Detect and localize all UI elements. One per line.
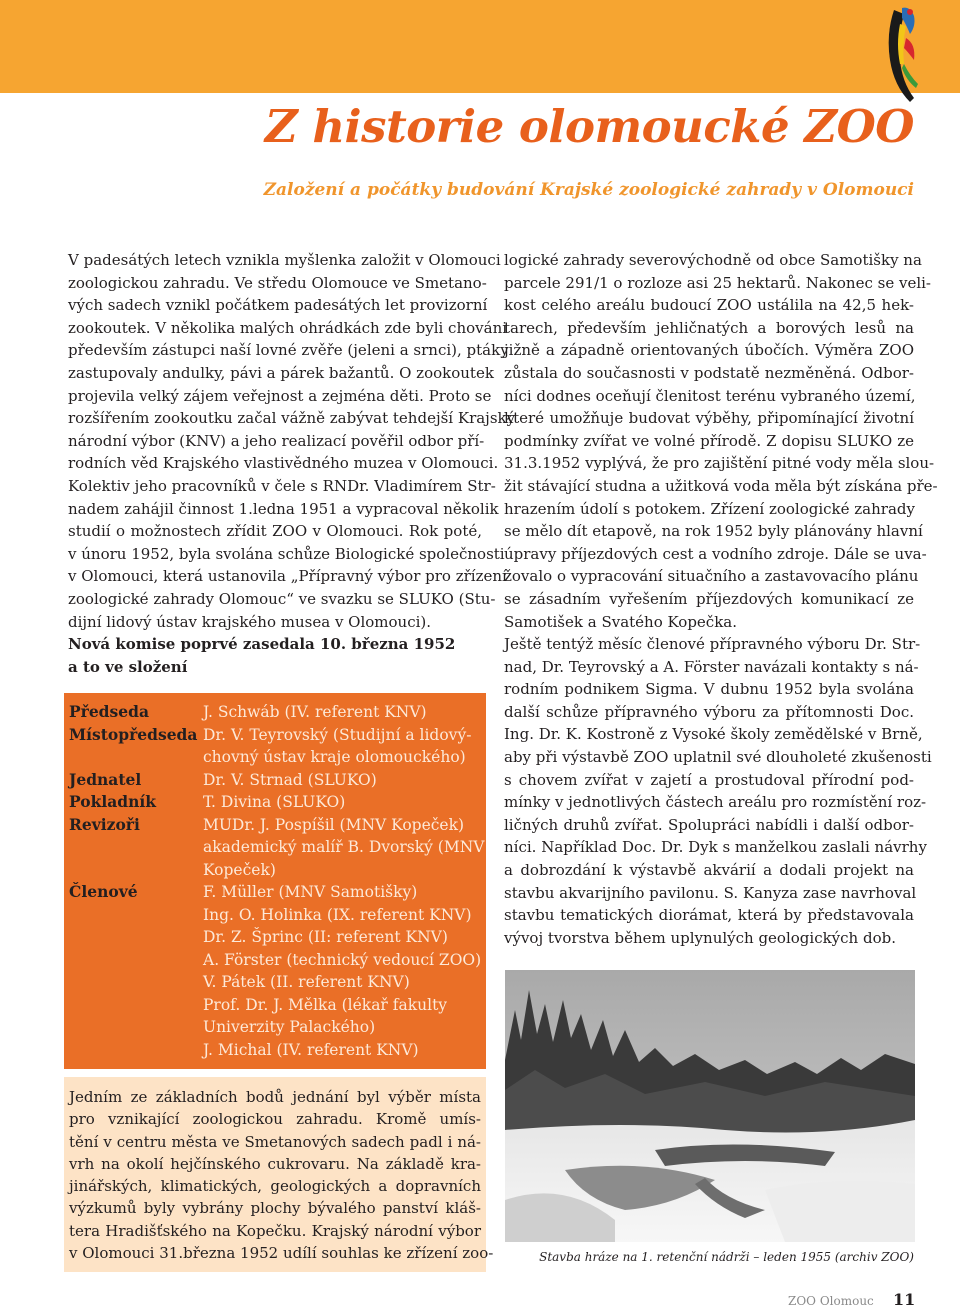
member-row bbox=[69, 881, 481, 1061]
text-line: nad, Dr. Teyrovský a A. Förster navázali kontakty s ná- bbox=[504, 657, 919, 676]
text-line: jižně a západně orientovaných úbočích. Výměra ZOO bbox=[504, 341, 914, 360]
text-line: zastupovaly andulky, pávi a párek bažantů. O zookoutek bbox=[68, 363, 494, 382]
text-line: v únoru 1952, byla svolána schůze Biologické společnosti bbox=[68, 544, 505, 563]
text-line: tarech, především jehličnatých a borových lesů na bbox=[504, 318, 914, 337]
photo-caption: Stavba hráze na 1. retenční nádrži – leden 1955 (archiv ZOO) bbox=[539, 1250, 914, 1264]
archive-photo-dam-construction bbox=[505, 970, 915, 1242]
text-line: zoologickou zahradu. Ve středu Olomouce ve Smetano- bbox=[68, 273, 487, 292]
member-names bbox=[203, 769, 481, 792]
text-line: ličných druhů zvířat. Spolupráci nabídli i další odbor- bbox=[504, 815, 914, 834]
member-names bbox=[203, 724, 481, 769]
site-selection-box bbox=[64, 1077, 494, 1272]
text-line: jinářských, klimatických, geologických a dopravních bbox=[69, 1177, 481, 1196]
member-name-line: J. Michal (IV. referent KNV) bbox=[203, 1040, 419, 1059]
text-line: aby při výstavbě ZOO uplatnil své dlouholeté zkušenosti bbox=[504, 748, 932, 767]
meeting-heading-line: Nová komise poprvé zasedala 10. března 1952 bbox=[68, 635, 456, 654]
member-names bbox=[203, 814, 485, 882]
member-role: Místopředseda bbox=[69, 724, 198, 744]
text-line: mínky v jednotlivých částech areálu pro rozmístění roz- bbox=[504, 793, 927, 812]
text-line: studií o možnostech zřídit ZOO v Olomouci. Rok poté, bbox=[68, 522, 482, 541]
text-line: úpravy příjezdových cest a vodního zdroje. Dále se uva- bbox=[504, 544, 927, 563]
site-selection-text bbox=[69, 1086, 494, 1264]
text-line: 31.3.1952 vyplývá, že pro zajištění pitné vody měla slou- bbox=[504, 454, 935, 473]
member-row bbox=[69, 701, 481, 724]
page-title: Z historie olomoucké ZOO bbox=[264, 100, 914, 153]
member-row bbox=[69, 791, 481, 814]
text-line: parcele 291/1 o rozloze asi 25 hektarů. Nakonec se veli- bbox=[504, 273, 931, 292]
text-line: pro vznikající zoologickou zahradu. Kromě umís- bbox=[69, 1110, 481, 1129]
text-line: logické zahrady severovýchodně od obce Samotišky na bbox=[504, 251, 922, 269]
member-names bbox=[203, 881, 481, 1061]
member-name-line: MUDr. J. Pospíšil (MNV Kopeček) bbox=[203, 815, 465, 834]
text-line: nadem zahájil činnost 1.ledna 1951 a vypracoval několik bbox=[68, 499, 499, 518]
text-line: další schůze přípravného výboru za přítomnosti Doc. bbox=[504, 702, 914, 721]
member-role: Předseda bbox=[69, 702, 149, 721]
text-line: Ještě tentýž měsíc členové přípravného výboru Dr. Str- bbox=[504, 635, 921, 654]
text-line: se zásadním vyřešením příjezdových komunikací ze bbox=[504, 589, 914, 608]
member-role: Revizoři bbox=[69, 814, 140, 834]
text-line: projevila velký zájem veřejnost a zejména děti. Proto se bbox=[68, 386, 492, 405]
text-line: Kolektiv jeho pracovníků v čele s RNDr. Vladimírem Str- bbox=[68, 476, 496, 495]
member-name-line: chovný ústav kraje olomouckého) bbox=[203, 748, 466, 766]
text-line: výzkumů byly vybrány plochy bývalého panství kláš- bbox=[69, 1199, 481, 1218]
text-line: vrh na okolí hejčínského cukrovaru. Na základě kra- bbox=[69, 1154, 481, 1173]
text-line: stavbu tematických diorámat, která by představovala bbox=[504, 906, 914, 925]
page-subtitle: Založení a počátky budování Krajské zoologické zahrady v Olomouci bbox=[263, 180, 914, 200]
text-line: v Olomouci, která ustanovila „Přípravný výbor pro zřízení bbox=[68, 567, 507, 586]
member-name-line: V. Pátek (II. referent KNV) bbox=[203, 973, 410, 991]
text-line: rodním podnikem Sigma. V dubnu 1952 byla svolána bbox=[504, 680, 914, 699]
meeting-heading-line: a to ve složení bbox=[68, 657, 188, 676]
member-row bbox=[69, 769, 481, 792]
text-line: se mělo dít etapově, na rok 1952 byly plánovány hlavní bbox=[504, 522, 923, 541]
text-line: podmínky zvířat ve volné přírodě. Z dopisu SLUKO ze bbox=[504, 431, 914, 450]
text-line: rozšířením zookoutku začal vážně zabývat tehdejší Krajský bbox=[68, 409, 516, 428]
member-role: Jednatel bbox=[69, 769, 142, 789]
text-line: zookoutek. V několika malých ohrádkách zde byli chováni bbox=[68, 318, 508, 337]
right-article-column bbox=[504, 249, 938, 949]
text-line: rodních věd Krajského vlastivědného muzea v Olomouci. bbox=[68, 454, 499, 473]
member-name-line: F. Müller (MNV Samotišky) bbox=[203, 883, 418, 901]
text-line: v Olomouci 31.března 1952 udílí souhlas ke zřízení zoo- bbox=[69, 1244, 494, 1263]
member-names bbox=[203, 791, 481, 814]
text-line: stavbu akvarijního pavilonu. S. Kanyza zase navrhoval bbox=[504, 883, 917, 902]
text-line: Samotišek a Svatého Kopečka. bbox=[504, 612, 738, 631]
text-line: žovalo o vypracování situačního a zastavovacího plánu bbox=[504, 567, 919, 586]
member-role: Členové bbox=[69, 882, 138, 901]
text-line: které umožňuje budovat výběhy, připomínající životní bbox=[504, 409, 914, 428]
member-name-line: Dr. V. Strnad (SLUKO) bbox=[203, 770, 377, 789]
member-role: Pokladník bbox=[69, 792, 156, 811]
text-line: zoologické zahrady Olomouc“ ve svazku se SLUKO (Stu- bbox=[68, 589, 496, 608]
text-line: především zástupci naší lovné zvěře (jeleni a srnci), ptáky bbox=[68, 341, 509, 360]
member-name-line: J. Schwáb (IV. referent KNV) bbox=[203, 703, 427, 721]
text-line: a dobrozdání k výstavbě akvárií a dodali projekt na bbox=[504, 861, 914, 880]
text-line: vých sadech vznikl počátkem padesátých let provizorní bbox=[68, 296, 488, 315]
text-line: s chovem zvířat v zajetí a prostudoval přírodní pod- bbox=[504, 770, 914, 789]
text-line: národní výbor (KNV) a jeho realizací pověřil odbor pří- bbox=[68, 431, 485, 450]
top-color-bar bbox=[0, 0, 960, 93]
zoo-logo-icon bbox=[880, 4, 924, 104]
text-line: Ing. Dr. K. Kostroně z Vysoké školy zemědělské v Brně, bbox=[504, 725, 923, 744]
page-number: 11 bbox=[893, 1290, 916, 1309]
text-line: hrazením údolí s potokem. Zřízení zoologické zahrady bbox=[504, 499, 915, 518]
member-name-line: akademický malíř B. Dvorský (MNV bbox=[203, 838, 485, 856]
committee-members-box bbox=[64, 693, 486, 1069]
member-name-line: Prof. Dr. J. Mělka (lékař fakulty bbox=[203, 995, 448, 1014]
member-row bbox=[69, 724, 481, 769]
member-name-line: A. Förster (technický vedoucí ZOO) bbox=[203, 950, 482, 969]
member-names bbox=[203, 701, 481, 724]
member-name-line: Kopeček) bbox=[203, 860, 276, 879]
text-line: tera Hradišťského na Kopečku. Krajský národní výbor bbox=[69, 1221, 481, 1240]
text-line: zůstala do současnosti v podstatě nezměněná. Odbor- bbox=[504, 363, 914, 382]
member-name-line: Ing. O. Holinka (IX. referent KNV) bbox=[203, 905, 472, 924]
text-line: dijní lidový ústav krajského musea v Olomouci). bbox=[68, 612, 432, 631]
member-name-line: Dr. Z. Šprinc (II: referent KNV) bbox=[203, 928, 448, 946]
member-name-line: T. Divina (SLUKO) bbox=[203, 793, 346, 811]
text-line: tění v centru města ve Smetanových sadech padl i ná- bbox=[69, 1132, 481, 1151]
footer-publication-name: ZOO Olomouc bbox=[788, 1294, 874, 1308]
text-line: Jedním ze základních bodů jednání byl výběr místa bbox=[69, 1088, 481, 1106]
member-row bbox=[69, 814, 485, 882]
member-name-line: Univerzity Palackého) bbox=[203, 1018, 376, 1036]
text-line: žit stávající studna a užitková voda měla být získána pře- bbox=[504, 476, 938, 495]
text-line: níci dodnes oceňují členitost terénu vybraného území, bbox=[504, 386, 916, 405]
text-line: vývoj tvorstva během uplynulých geologických dob. bbox=[504, 928, 896, 947]
text-line: V padesátých letech vznikla myšlenka založit v Olomouci bbox=[68, 251, 501, 269]
text-line: kost celého areálu budoucí ZOO ustálila na 42,5 hek- bbox=[504, 296, 914, 315]
member-name-line: Dr. V. Teyrovský (Studijní a lidový- bbox=[203, 725, 472, 744]
text-line: níci. Například Doc. Dr. Dyk s manželkou zaslali návrhy bbox=[504, 838, 927, 857]
left-article-column bbox=[68, 249, 516, 678]
